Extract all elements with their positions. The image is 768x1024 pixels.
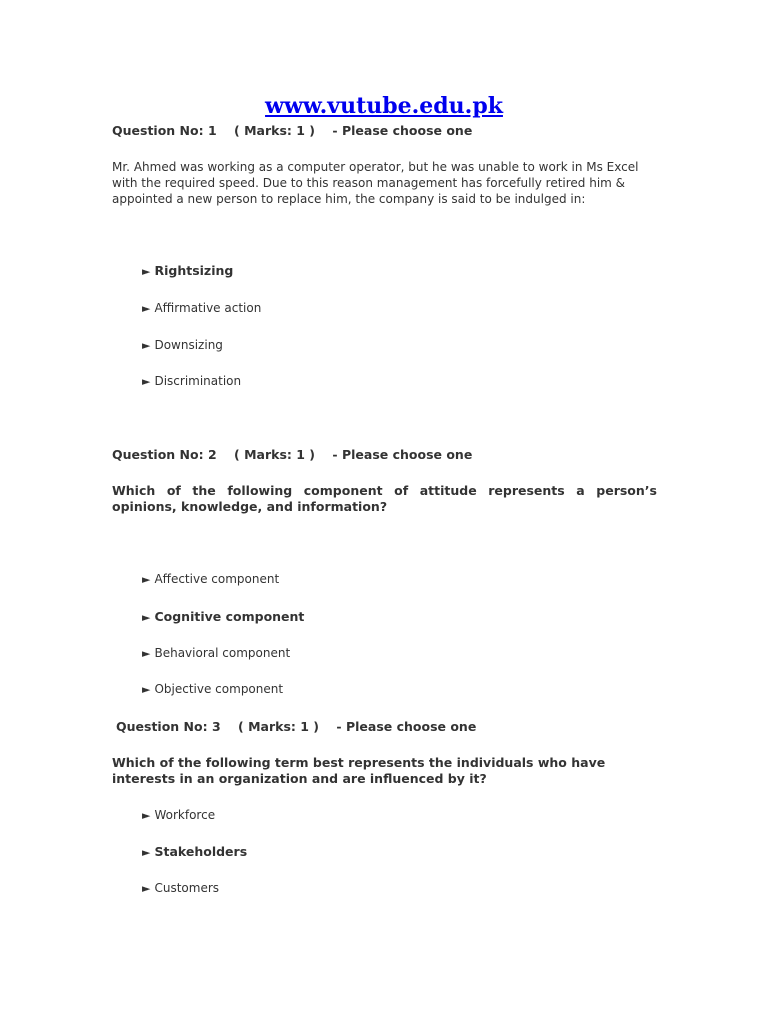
play-triangle-icon: ► [142, 846, 151, 859]
question-2-option-1[interactable] [142, 571, 279, 588]
question-1-header: Question No: 1 ( Marks: 1 ) - Please choose one [112, 123, 473, 138]
question-3-option-2[interactable] [142, 844, 247, 861]
option-label: Behavioral component [154, 646, 291, 660]
question-2-option-2[interactable] [142, 609, 304, 626]
play-triangle-icon: ► [142, 265, 151, 278]
option-label: Affective component [154, 572, 280, 586]
option-label: Workforce [154, 808, 216, 822]
play-triangle-icon: ► [142, 611, 151, 624]
play-triangle-icon: ► [142, 302, 151, 315]
play-triangle-icon: ► [142, 647, 151, 660]
question-2-option-3[interactable] [142, 645, 290, 662]
question-1-option-3[interactable] [142, 337, 223, 354]
option-label: Customers [154, 881, 220, 895]
option-label: Affirmative action [154, 301, 262, 315]
site-title-link[interactable]: www.vutube.edu.pk [265, 93, 503, 119]
question-3-option-1[interactable] [142, 807, 215, 824]
option-label: Objective component [154, 682, 284, 696]
question-3-option-3[interactable] [142, 880, 219, 897]
play-triangle-icon: ► [142, 573, 151, 586]
question-1-option-4[interactable] [142, 373, 241, 390]
question-1-option-2[interactable] [142, 300, 261, 317]
question-1-option-1[interactable] [142, 263, 233, 280]
play-triangle-icon: ► [142, 375, 151, 388]
play-triangle-icon: ► [142, 809, 151, 822]
question-2-header: Question No: 2 ( Marks: 1 ) - Please choose one [112, 447, 473, 462]
play-triangle-icon: ► [142, 683, 151, 696]
play-triangle-icon: ► [142, 339, 151, 352]
play-triangle-icon: ► [142, 882, 151, 895]
question-2-option-4[interactable] [142, 681, 283, 698]
question-2-text: Which of the following component of attitude represents a person’s opinions, knowledge, and information? [112, 483, 657, 514]
question-3-text: Which of the following term best represents the individuals who have interests in an organization and are influenced by it? [112, 755, 606, 786]
option-label: Discrimination [154, 374, 242, 388]
option-label: Downsizing [154, 338, 223, 352]
option-label: Stakeholders [154, 844, 248, 859]
question-3-header: Question No: 3 ( Marks: 1 ) - Please choose one [116, 719, 477, 734]
question-1-text: Mr. Ahmed was working as a computer operator, but he was unable to work in Ms Excel with the required speed. Due to this reason management has forcefully retired him & appointed a new person to replace him, the company is said to be indulged in: [112, 160, 639, 206]
option-label: Cognitive component [154, 609, 305, 624]
option-label: Rightsizing [154, 263, 234, 278]
